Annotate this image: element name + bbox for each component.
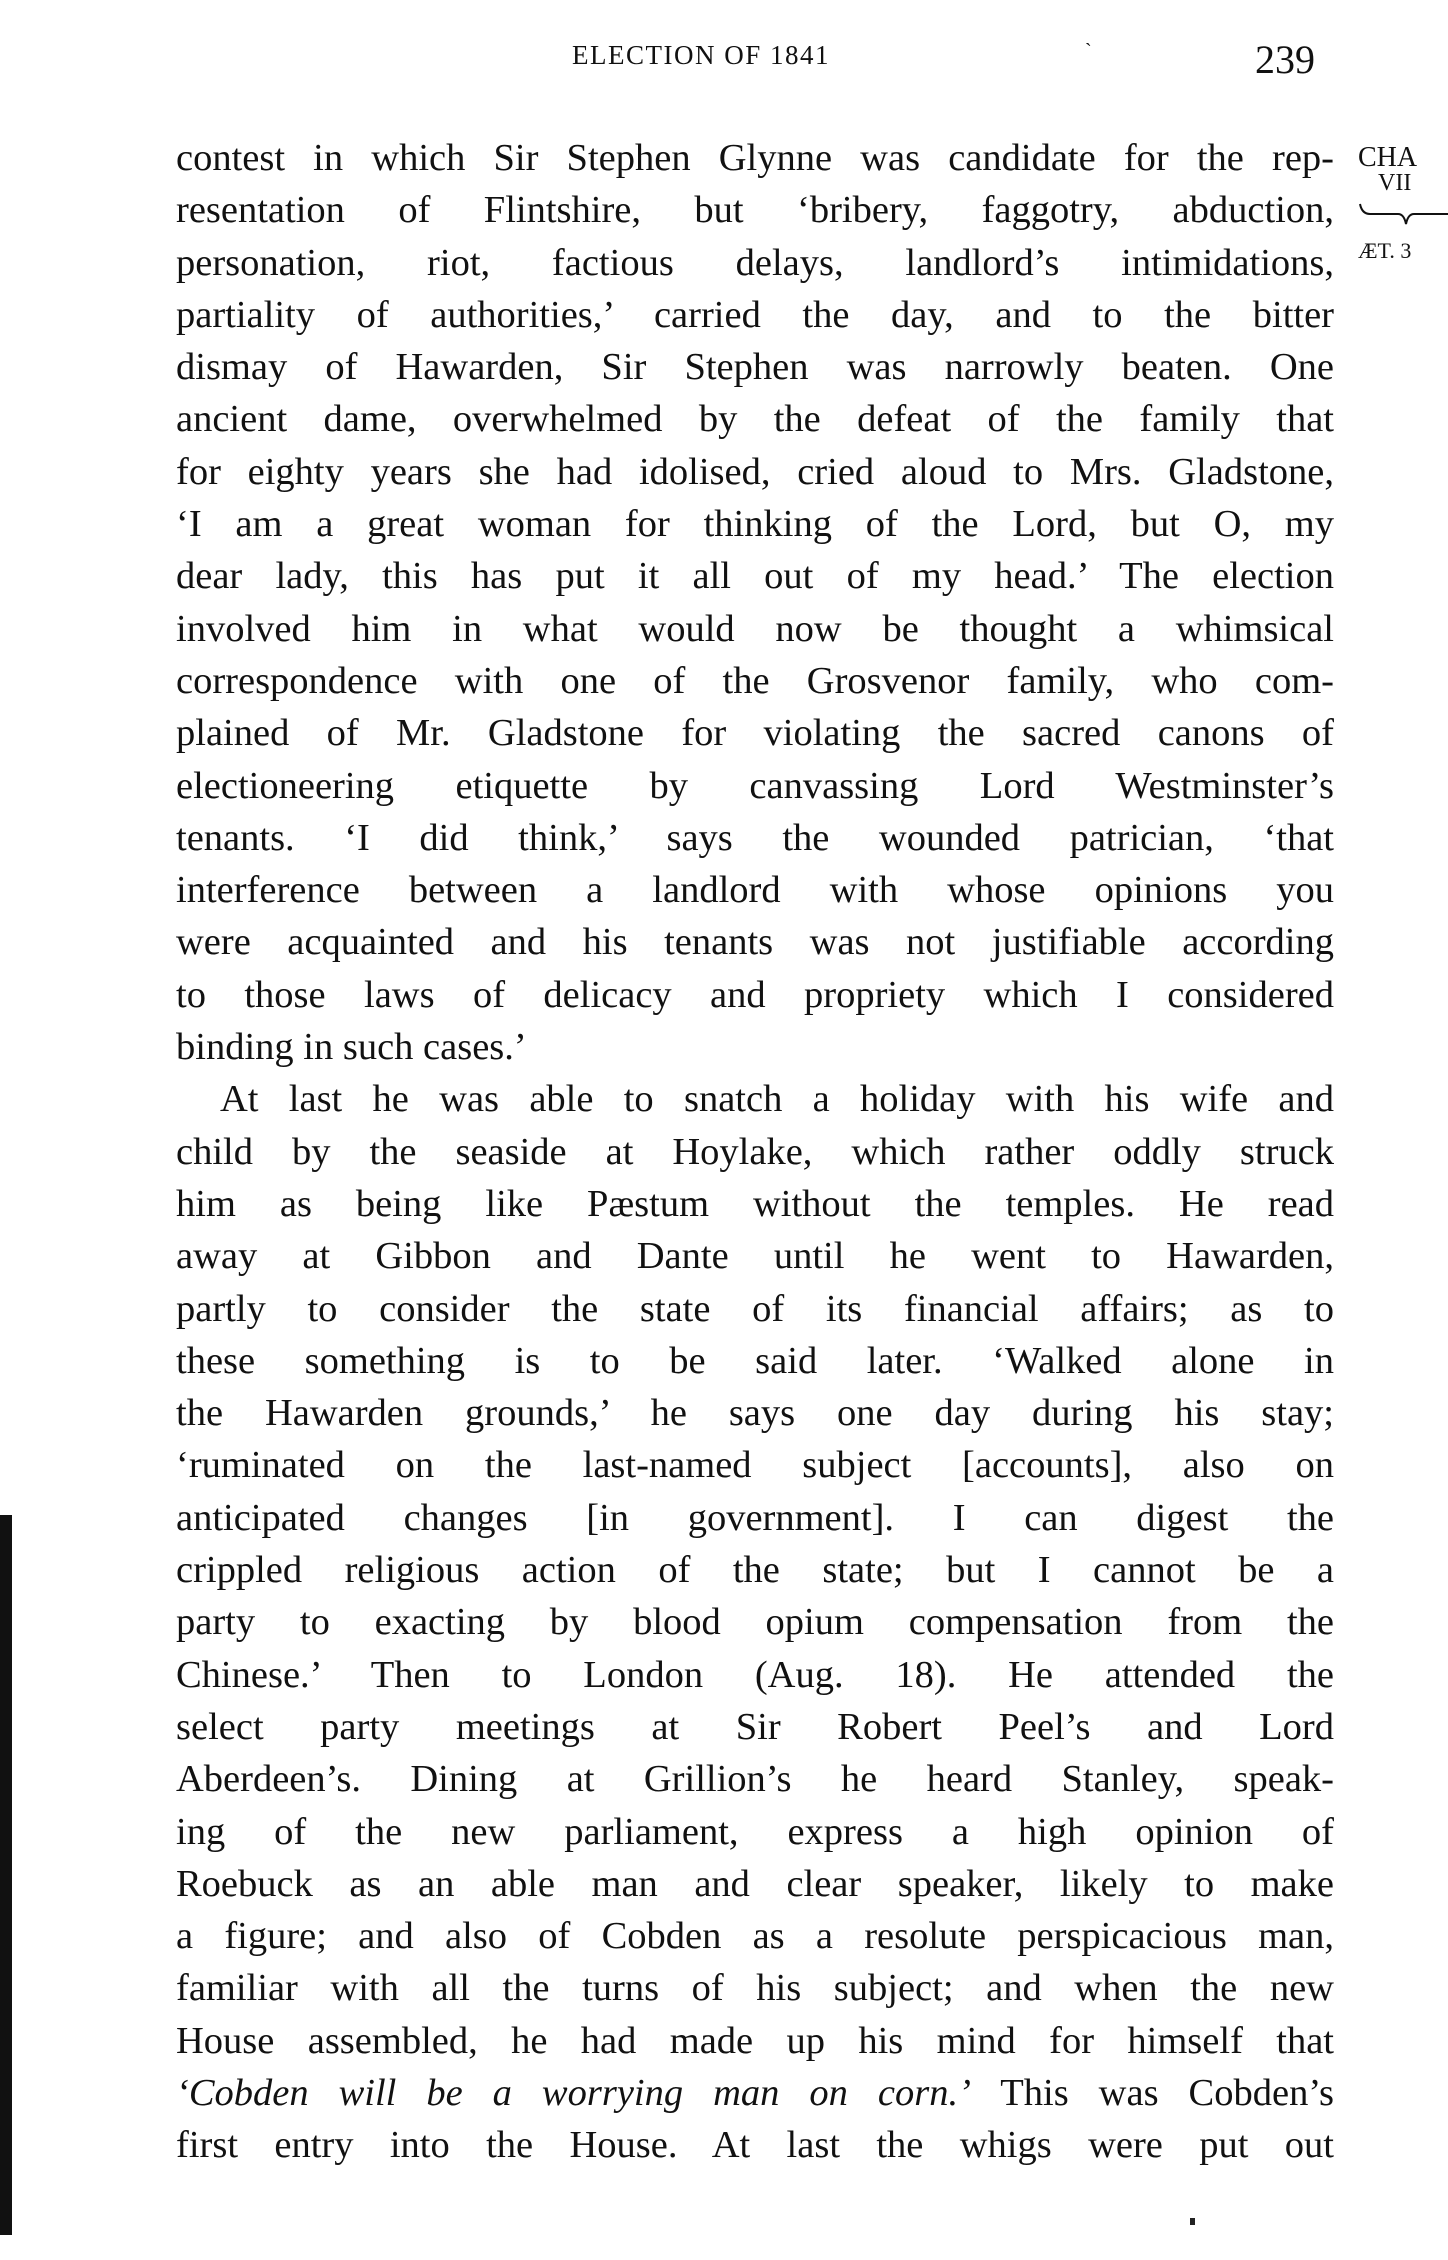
- text-line: away at Gibbon and Dante until he went to Hawarden,: [176, 1235, 1334, 1278]
- text-line: ‘I am a great woman for thinking of the Lord, but O, my: [176, 503, 1334, 546]
- text-line: tenants. ‘I did think,’ says the wounded patrician, ‘that: [176, 816, 1334, 859]
- text-line: correspondence with one of the Grosvenor family, who com-: [176, 659, 1334, 702]
- text-line: partiality of authorities,’ carried the day, and to the bitter: [176, 293, 1334, 336]
- text-line: plained of Mr. Gladstone for violating the sacred canons of: [176, 712, 1334, 755]
- margin-chapter-number: VII: [1378, 170, 1412, 196]
- text-line: ing of the new parliament, express a high opinion of: [176, 1810, 1334, 1853]
- italic-quote: ‘Cobden will be a worrying man on corn.’: [176, 2071, 971, 2114]
- text-line: partly to consider the state of its financial affairs; as to: [176, 1287, 1334, 1330]
- text-line: dear lady, this has put it all out of my head.’ The election: [176, 555, 1334, 598]
- text-line: first entry into the House. At last the whigs were put out: [176, 2124, 1334, 2167]
- text-line: Aberdeen’s. Dining at Grillion’s he heard Stanley, speak-: [176, 1758, 1334, 1801]
- margin-chapter: CHA: [1358, 142, 1418, 173]
- text-line: child by the seaside at Hoylake, which rather oddly struck: [176, 1130, 1334, 1173]
- text-line: for eighty years she had idolised, cried aloud to Mrs. Gladstone,: [176, 450, 1334, 493]
- text-line: these something is to be said later. ‘Walked alone in: [176, 1339, 1334, 1382]
- text-line: were acquainted and his tenants was not justifiable according: [176, 921, 1334, 964]
- text-line: to those laws of delicacy and propriety which I considered: [176, 973, 1334, 1016]
- text-line: personation, riot, factious delays, landlord’s intimidations,: [176, 241, 1334, 284]
- text-line: involved him in what would now be thought a whimsical: [176, 607, 1334, 650]
- text-line: party to exacting by blood opium compensation from the: [176, 1601, 1334, 1644]
- text-line: select party meetings at Sir Robert Peel’s and Lord: [176, 1705, 1334, 1748]
- text-line: ancient dame, overwhelmed by the defeat of the family that: [176, 398, 1334, 441]
- text-line: familiar with all the turns of his subject; and when the new: [176, 1967, 1334, 2010]
- text-line: ‘ruminated on the last-named subject [accounts], also on: [176, 1444, 1334, 1487]
- margin-brace: [1358, 200, 1448, 240]
- print-mark: ˋ: [1085, 40, 1092, 62]
- margin-age: ÆT. 3: [1358, 238, 1412, 263]
- text-line: contest in which Sir Stephen Glynne was candidate for the rep-: [176, 137, 1334, 179]
- page-number: 239: [1255, 37, 1315, 82]
- text-line: Roebuck as an able man and clear speaker, likely to make: [176, 1862, 1334, 1905]
- text-line: electioneering etiquette by canvassing Lord Westminster’s: [176, 764, 1334, 807]
- text-line: crippled religious action of the state; but I cannot be a: [176, 1549, 1334, 1592]
- text-line: the Hawarden grounds,’ he says one day during his stay;: [176, 1392, 1334, 1435]
- text-line: dismay of Hawarden, Sir Stephen was narrowly beaten. One: [176, 346, 1334, 389]
- text-line: anticipated changes [in government]. I can digest the: [176, 1496, 1334, 1539]
- text-line: a figure; and also of Cobden as a resolute perspicacious man,: [176, 1915, 1334, 1958]
- print-speck: [1190, 2218, 1195, 2225]
- text-line: At last he was able to snatch a holiday with his wife and: [220, 1078, 1334, 1121]
- scan-edge-bar: [0, 1515, 12, 2235]
- text-line: interference between a landlord with whose opinions you: [176, 869, 1334, 912]
- text-line: binding in such cases.’: [176, 1026, 527, 1069]
- running-title: ELECTION OF 1841: [572, 40, 830, 70]
- text-line: resentation of Flintshire, but ‘bribery, faggotry, abduction,: [176, 189, 1334, 232]
- text-line: him as being like Pæstum without the temples. He read: [176, 1182, 1334, 1225]
- text-span: This was Cobden’s: [1000, 2071, 1334, 2114]
- body-text: [176, 132, 1334, 2172]
- text-line: [176, 2067, 1334, 2119]
- text-line: Chinese.’ Then to London (Aug. 18). He attended the: [176, 1653, 1334, 1696]
- text-line: House assembled, he had made up his mind for himself that: [176, 2019, 1334, 2062]
